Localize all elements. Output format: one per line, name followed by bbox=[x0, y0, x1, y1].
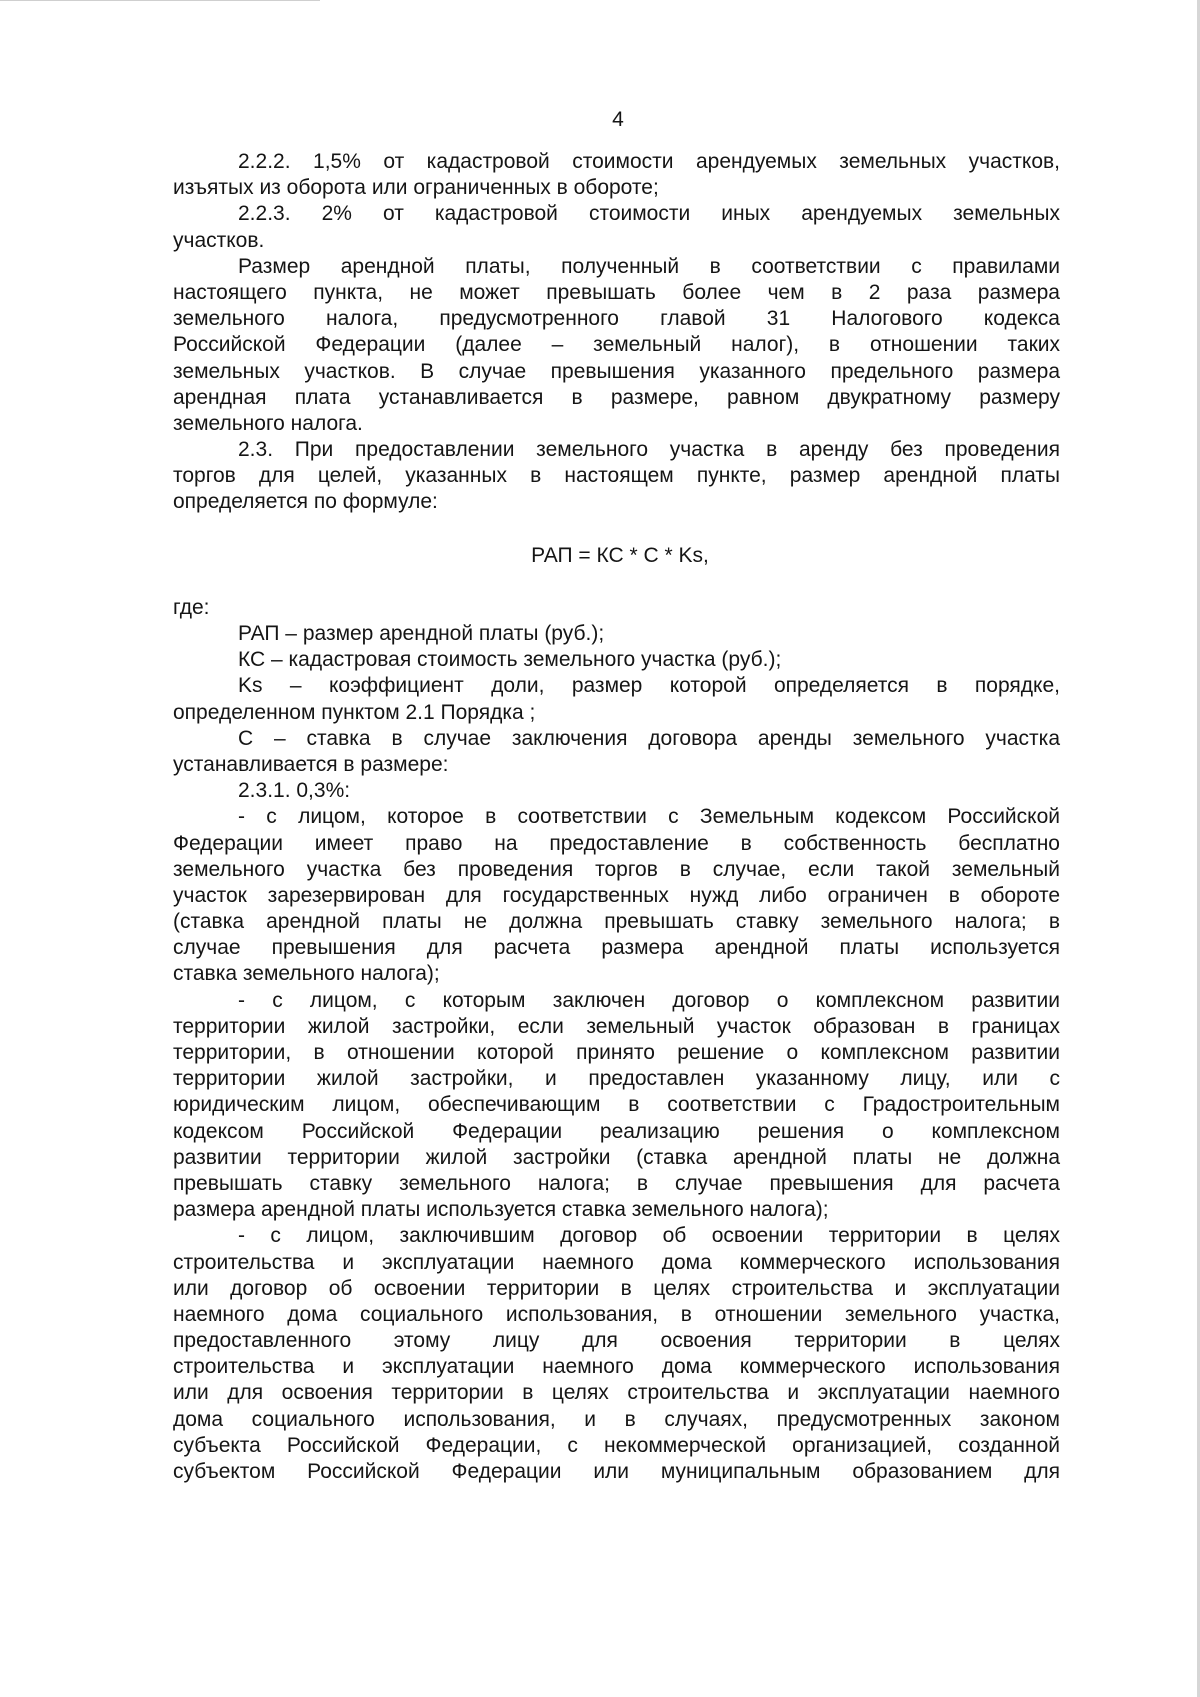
text-line: С – ставка в случае заключения договора аренды земельного участка bbox=[238, 726, 1060, 750]
text-line: ставка земельного налога); bbox=[173, 962, 440, 986]
text-line: участков. bbox=[173, 228, 265, 252]
text-line: - с лицом, с которым заключен договор о комплексном развитии bbox=[238, 988, 1060, 1012]
text-line: Российской Федерации (далее – земельный налог), в отношении таких bbox=[173, 333, 1060, 357]
text-line: Размер арендной платы, полученный в соответствии с правилами bbox=[238, 254, 1060, 278]
text-line: земельного участка без проведения торгов в случае, если такой земельный bbox=[173, 857, 1060, 881]
text-line: где: bbox=[173, 595, 210, 619]
text-line: 2.3. При предоставлении земельного участка в аренду без проведения bbox=[238, 438, 1060, 462]
text-line: РАП – размер арендной платы (руб.); bbox=[238, 622, 605, 645]
text-line: определенном пунктом 2.1 Порядка ; bbox=[173, 700, 536, 724]
text-line: кодексом Российской Федерации реализацию решения о комплексном bbox=[173, 1119, 1060, 1143]
text-line: Федерации имеет право на предоставление в собственность бесплатно bbox=[173, 831, 1060, 855]
text-line: - с лицом, которое в соответствии с Земельным кодексом Российской bbox=[238, 805, 1060, 829]
text-line: превышать ставку земельного налога; в случае превышения для расчета bbox=[173, 1171, 1060, 1195]
text-line: развитии территории жилой застройки (ставка арендной платы не должна bbox=[173, 1145, 1060, 1169]
text-line: строительства и эксплуатации наемного дома коммерческого использования bbox=[173, 1355, 1060, 1379]
text-line: (ставка арендной платы не должна превышать ставку земельного налога; в bbox=[173, 910, 1060, 934]
text-line: 2.2.3. 2% от кадастровой стоимости иных арендуемых земельных bbox=[238, 202, 1060, 226]
text-line: КС – кадастровая стоимость земельного участка (руб.); bbox=[238, 648, 782, 672]
text-line: устанавливается в размере: bbox=[173, 752, 449, 776]
text-line: Ks – коэффициент доли, размер которой определяется в порядке, bbox=[238, 674, 1060, 698]
text-line: юридическим лицом, обеспечивающим в соответствии с Градостроительным bbox=[173, 1093, 1060, 1117]
text-line: предоставленного этому лицу для освоения территории в целях bbox=[173, 1329, 1060, 1353]
text-line: арендная плата устанавливается в размере, равном двукратному размеру bbox=[173, 385, 1060, 409]
text-line: территории жилой застройки, если земельный участок образован в границах bbox=[173, 1014, 1060, 1038]
page-number: 4 bbox=[612, 108, 624, 131]
text-line: земельного налога, предусмотренного главой 31 Налогового кодекса bbox=[173, 307, 1060, 331]
text-line: или договор об освоении территории в целях строительства и эксплуатации bbox=[173, 1276, 1060, 1300]
text-line: изъятых из оборота или ограниченных в обороте; bbox=[173, 176, 659, 200]
scan-top-edge bbox=[0, 0, 320, 1]
text-line: наемного дома социального использования, в отношении земельного участка, bbox=[173, 1302, 1060, 1326]
text-line: случае превышения для расчета размера арендной платы используется bbox=[173, 936, 1060, 960]
text-line: настоящего пункта, не может превышать более чем в 2 раза размера bbox=[173, 280, 1060, 304]
text-line: земельного налога. bbox=[173, 411, 363, 435]
text-line: 2.3.1. 0,3%: bbox=[238, 779, 351, 803]
text-line: дома социального использования, и в случаях, предусмотренных законом bbox=[173, 1407, 1060, 1431]
text-line: территории жилой застройки, и предоставлен указанному лицу, или с bbox=[173, 1067, 1060, 1091]
document-body bbox=[173, 149, 1060, 1485]
text-line: строительства и эксплуатации наемного дома коммерческого использования bbox=[173, 1250, 1060, 1274]
text-line: субъектом Российской Федерации или муниципальным образованием для bbox=[173, 1460, 1060, 1483]
text-line: - с лицом, заключившим договор об освоении территории в целях bbox=[238, 1224, 1060, 1248]
text-line: земельных участков. В случае превышения указанного предельного размера bbox=[173, 359, 1060, 383]
text-line: территории, в отношении которой принято решение о комплексном развитии bbox=[173, 1041, 1060, 1064]
text-line: субъекта Российской Федерации, с некоммерческой организацией, созданной bbox=[173, 1433, 1060, 1457]
formula: РАП = КС * С * Ks, bbox=[531, 543, 709, 567]
text-line: определяется по формуле: bbox=[173, 490, 438, 514]
text-line: или для освоения территории в целях строительства и эксплуатации наемного bbox=[173, 1381, 1060, 1405]
text-line: участок зарезервирован для государственных нужд либо ограничен в обороте bbox=[173, 883, 1060, 907]
text-line: 2.2.2. 1,5% от кадастровой стоимости арендуемых земельных участков, bbox=[238, 150, 1060, 173]
text-line: размера арендной платы используется ставка земельного налога); bbox=[173, 1198, 829, 1222]
text-line: торгов для целей, указанных в настоящем пункте, размер арендной платы bbox=[173, 464, 1060, 488]
